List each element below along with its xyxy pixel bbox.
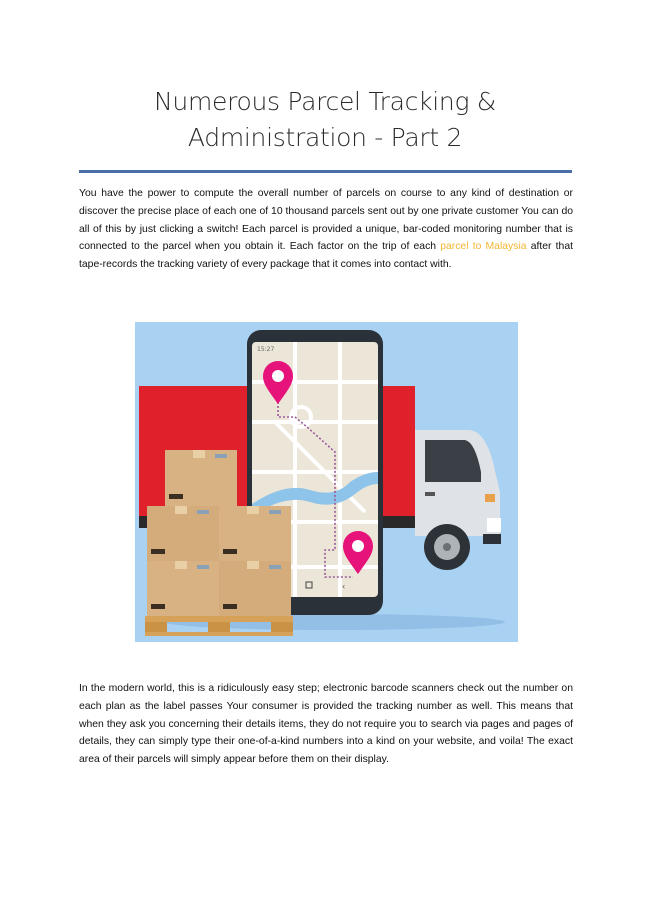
parcel-to-malaysia-link[interactable]: parcel to Malaysia: [440, 241, 527, 253]
intro-text-end: after that tape-records the tracking variety of every package that it comes into contact with.: [79, 241, 573, 271]
title-line-2: Administration - Part 2: [187, 123, 463, 152]
phone-time: 15:27: [257, 346, 275, 353]
intro-text-start: You have the power to compute the overall number of parcels on course to any kind of destination or discover the precise place of each one of 10 thousand parcels sent out by one private customer You can do all of this by just clicking a switch! Each parcel is provided a unique, bar-coded monitoring number that is connected to the parcel when you obtain it. Each factor on the trip of each: [79, 188, 573, 253]
body-paragraph: In the modern world, this is a ridiculously easy step; electronic barcode scanners check out the number on each plan as the label passes Your consumer is provided the tracking number as well. This means that when they ask you concerning their details items, they do not require you to search via pages and pages of details, they can simply type their one-of-a-kind numbers into a kind on your website, and voila! The exact area of their parcels will simply appear before them on their display.: [79, 683, 573, 766]
intro-paragraph: [79, 185, 573, 274]
title-line-1: Numerous Parcel Tracking &: [154, 87, 496, 116]
page-title: [80, 84, 570, 156]
delivery-illustration: [135, 322, 518, 642]
title-divider: [79, 170, 572, 173]
svg-text:‹: ‹: [342, 582, 346, 591]
